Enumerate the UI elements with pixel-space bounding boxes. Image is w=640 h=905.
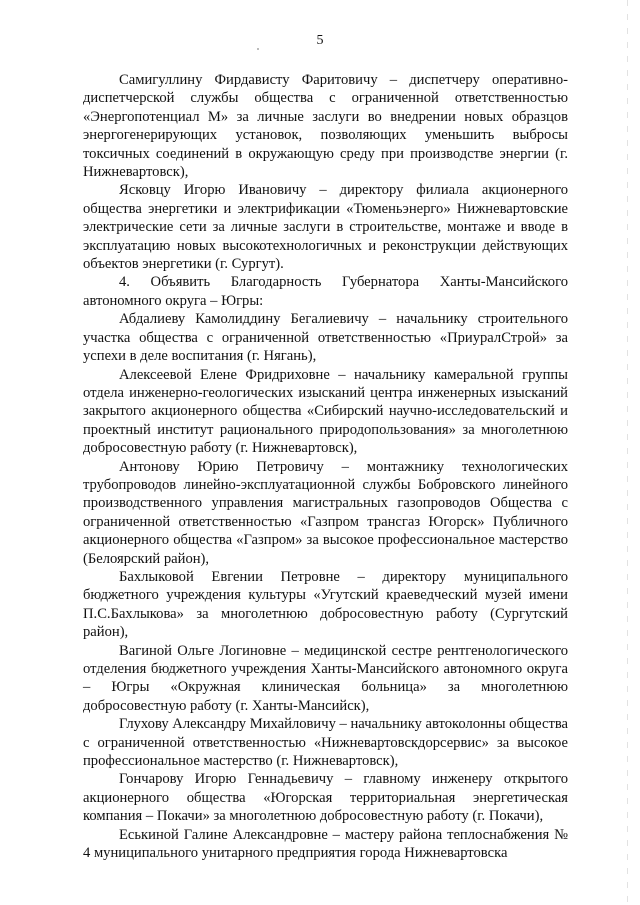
paragraph-bakhlykova: Бахлыковой Евгении Петровне – директору муниципального бюджетного учреждения культуры «Угутский краеведческий музей имени П.С.Бахлыкова» за многолетнюю добросовестную работу (Сургутский район), xyxy=(83,568,568,641)
paragraph-glukhov: Глухову Александру Михайловичу – начальнику автоколонны общества с ограниченной ответственностью «Нижневартовскдорсервис» за высокое профессиональное мастерство (г. Нижневартовск), xyxy=(83,716,568,770)
paragraph-eskina: Еськиной Галине Александровне – мастеру района теплоснабжения № 4 муниципального унитарного предприятия города Нижневартовска xyxy=(83,826,568,862)
paragraph-yaskovets: Ясковцу Игорю Ивановичу – директору филиала акционерного общества энергетики и электрификации «Тюменьэнерго» Нижневартовские электрические сети за личные заслуги в строительстве, монтаже и вводе в эксплуатацию новых высокотехнологичных и реконструкции действующих объектов энергетики (г. Сургут). xyxy=(83,182,568,273)
paragraph-goncharov: Гончарову Игорю Геннадьевичу – главному инженеру открытого акционерного общества «Югорская территориальная энергетическая компания – Покачи» за многолетнюю добросовестную работу (г. Покачи), xyxy=(83,771,568,825)
paragraph-item-4-heading: 4. Объявить Благодарность Губернатора Ханты-Мансийского автономного округа – Югры: xyxy=(83,274,568,309)
scan-edge xyxy=(627,0,628,905)
paragraph-samigullin: Самигуллину Фирдависту Фаритовичу – диспетчеру оперативно-диспетчерской службы общества с ограниченной ответственностью «Энергопотенциал М» за личные заслуги во внедрении новых образцов энергогенерирующих установок, позволяющих уменьшить выбросы токсичных соединений в окружающую среду при производстве энергии (г. Нижневартовск), xyxy=(83,72,568,181)
paragraph-vagina: Вагиной Ольге Логиновне – медицинской сестре рентгенологического отделения бюджетного учреждения Ханты-Мансийского автономного округа – Югры «Окружная клиническая больница» за многолетнюю добросовестную работу (г. Ханты-Мансийск), xyxy=(83,642,568,714)
page-number: 5 xyxy=(316,33,324,48)
paragraph-antonov: Антонову Юрию Петровичу – монтажнику технологических трубопроводов линейно-эксплуатационной службы Бобровского линейного производственного управления магистральных газопроводов Общества с ограниченной ответственностью «Газпром трансгаз Югорск» Публичного акционерного общества «Газпром» за высокое профессиональное мастерство (Белоярский район), xyxy=(83,458,568,567)
document-body xyxy=(83,71,568,862)
paragraph-abdaliev: Абдалиеву Камолиддину Бегалиевичу – начальнику строительного участка общества с ограниченной ответственностью «ПриуралСтрой» за успехи в деле воспитания (г. Нягань), xyxy=(83,311,568,365)
paragraph-alekseeva: Алексеевой Елене Фридриховне – начальнику камеральной группы отдела инженерно-геологических изысканий центра инженерных изысканий закрытого акционерного общества «Сибирский научно-исследовательский и проектный институт рационального природопользования» за многолетнюю добросовестную работу (г. Нижневартовск), xyxy=(83,366,568,457)
